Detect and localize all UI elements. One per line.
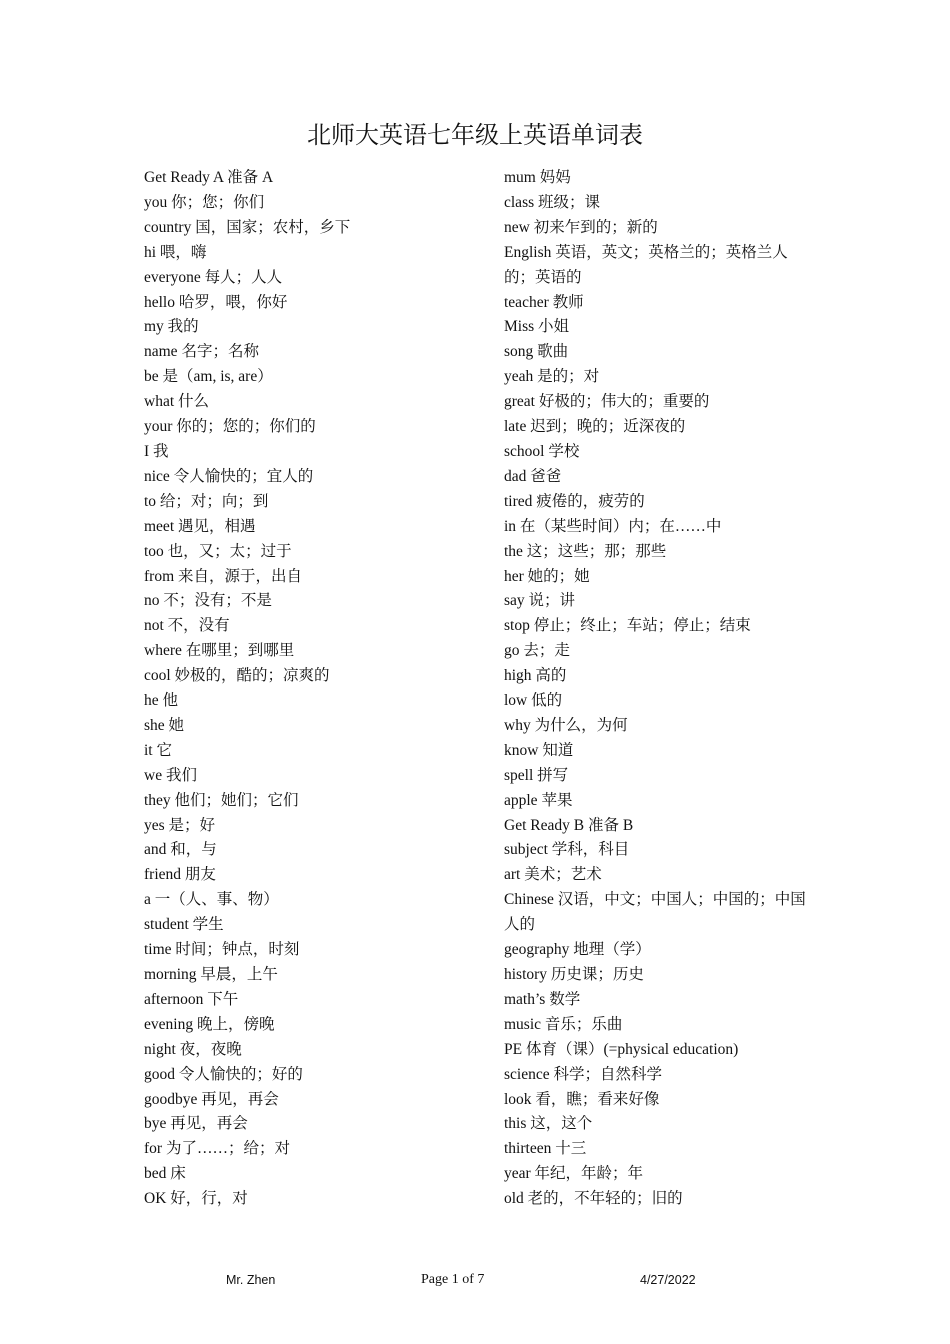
vocabulary-entry: night 夜，夜晚 — [144, 1040, 242, 1058]
vocabulary-entry: the 这；这些；那；那些 — [504, 542, 667, 560]
vocabulary-entry: thirteen 十三 — [504, 1140, 587, 1158]
vocabulary-entry: Chinese 汉语，中文；中国人；中国的；中国人的 — [504, 891, 806, 934]
vocabulary-entry: you 你；您；你们 — [144, 193, 265, 211]
vocabulary-entry: what 什么 — [144, 393, 210, 411]
vocabulary-entry: a 一（人、事、物） — [144, 891, 279, 909]
vocabulary-entry: where 在哪里；到哪里 — [144, 642, 295, 660]
vocabulary-entry: bye 再见，再会 — [144, 1115, 248, 1133]
vocabulary-entry: yeah 是的；对 — [504, 368, 600, 386]
vocabulary-entry: say 说；讲 — [504, 592, 576, 610]
vocabulary-entry: too 也，又；太；过于 — [144, 542, 292, 560]
footer-page-number: Page 1 of 7 — [421, 1272, 485, 1287]
vocabulary-entry: for 为了……；给；对 — [144, 1140, 290, 1158]
vocabulary-entry: old 老的，不年轻的；旧的 — [504, 1190, 683, 1208]
vocabulary-entry: yes 是；好 — [144, 816, 216, 834]
vocabulary-entry: be 是（am, is, are） — [144, 368, 273, 386]
vocabulary-entry: high 高的 — [504, 667, 567, 685]
vocabulary-entry: morning 早晨，上午 — [144, 966, 278, 983]
vocabulary-entry: history 历史课；历史 — [504, 966, 644, 983]
vocabulary-list-left — [144, 166, 474, 1212]
vocabulary-entry: school 学校 — [504, 442, 580, 460]
vocabulary-entry: Miss 小姐 — [504, 318, 570, 336]
vocabulary-entry: year 年纪，年龄；年 — [504, 1165, 644, 1183]
footer-date: 4/27/2022 — [640, 1273, 696, 1287]
vocabulary-entry: art 美术；艺术 — [504, 866, 602, 884]
vocabulary-entry: afternoon 下午 — [144, 990, 239, 1008]
vocabulary-entry: everyone 每人；人人 — [144, 268, 283, 286]
vocabulary-entry: bed 床 — [144, 1165, 186, 1183]
vocabulary-entry: PE 体育（课）(=physical education) — [504, 1040, 739, 1058]
vocabulary-entry: English 英语，英文；英格兰的；英格兰人的；英语的 — [504, 243, 788, 286]
footer-author: Mr. Zhen — [226, 1273, 276, 1287]
vocabulary-entry: it 它 — [144, 741, 172, 759]
vocabulary-entry: song 歌曲 — [504, 343, 569, 361]
page-title: 北师大英语七年级上英语单词表 — [307, 121, 643, 149]
vocabulary-entry: stop 停止；终止；车站；停止；结束 — [504, 617, 751, 635]
vocabulary-entry: meet 遇见，相遇 — [144, 517, 256, 535]
vocabulary-entry: from 来自，源于，出自 — [144, 567, 303, 585]
vocabulary-entry: Get Ready B 准备 B — [504, 816, 634, 834]
vocabulary-entry: he 他 — [144, 692, 179, 710]
vocabulary-entry: mum 妈妈 — [504, 169, 571, 186]
vocabulary-entry: country 国，国家；农村，乡下 — [144, 218, 351, 236]
vocabulary-entry: new 初来乍到的；新的 — [504, 218, 658, 236]
vocabulary-entry: Get Ready A 准备 A — [144, 169, 274, 186]
vocabulary-list-right — [504, 166, 814, 1212]
vocabulary-entry: no 不；没有；不是 — [144, 592, 272, 610]
vocabulary-entry: good 令人愉快的；好的 — [144, 1065, 303, 1083]
vocabulary-entry: in 在（某些时间）内；在……中 — [504, 517, 722, 535]
vocabulary-entry: time 时间；钟点，时刻 — [144, 941, 300, 959]
vocabulary-entry: late 迟到；晚的；近深夜的 — [504, 418, 686, 436]
vocabulary-entry: your 你的；您的；你们的 — [144, 418, 316, 436]
vocabulary-entry: know 知道 — [504, 741, 574, 759]
vocabulary-entry: look 看，瞧；看来好像 — [504, 1090, 660, 1108]
vocabulary-entry: math’s 数学 — [504, 990, 581, 1008]
vocabulary-entry: spell 拼写 — [504, 766, 569, 784]
vocabulary-entry: go 去；走 — [504, 642, 570, 660]
vocabulary-entry: to 给；对；向；到 — [144, 492, 269, 510]
vocabulary-entry: her 她的；她 — [504, 567, 590, 585]
vocabulary-entry: my 我的 — [144, 318, 199, 336]
vocabulary-entry: she 她 — [144, 716, 185, 734]
vocabulary-entry: hello 哈罗，喂，你好 — [144, 293, 288, 311]
vocabulary-entry: student 学生 — [144, 916, 224, 934]
vocabulary-entry: geography 地理（学） — [504, 941, 651, 959]
vocabulary-entry: and 和，与 — [144, 841, 217, 859]
vocabulary-entry: why 为什么，为何 — [504, 716, 628, 734]
vocabulary-entry: low 低的 — [504, 692, 563, 710]
vocabulary-entry: science 科学；自然科学 — [504, 1065, 662, 1083]
vocabulary-entry: this 这，这个 — [504, 1115, 593, 1133]
vocabulary-entry: cool 妙极的，酷的；凉爽的 — [144, 667, 330, 685]
vocabulary-entry: hi 喂，嗨 — [144, 243, 207, 261]
vocabulary-entry: teacher 教师 — [504, 293, 584, 311]
vocabulary-entry: OK 好，行，对 — [144, 1190, 248, 1208]
vocabulary-entry: class 班级；课 — [504, 193, 601, 211]
vocabulary-entry: tired 疲倦的，疲劳的 — [504, 492, 645, 510]
vocabulary-entry: nice 令人愉快的；宜人的 — [144, 467, 314, 485]
vocabulary-entry: dad 爸爸 — [504, 467, 562, 485]
vocabulary-entry: friend 朋友 — [144, 866, 216, 884]
vocabulary-entry: music 音乐；乐曲 — [504, 1015, 623, 1033]
vocabulary-entry: name 名字；名称 — [144, 343, 259, 361]
vocabulary-entry: goodbye 再见，再会 — [144, 1090, 279, 1108]
vocabulary-entry: evening 晚上，傍晚 — [144, 1015, 275, 1033]
vocabulary-entry: not 不，没有 — [144, 617, 230, 635]
vocabulary-entry: great 好极的；伟大的；重要的 — [504, 393, 710, 411]
vocabulary-entry: we 我们 — [144, 766, 197, 784]
vocabulary-entry: I 我 — [144, 442, 169, 460]
vocabulary-entry: they 他们；她们；它们 — [144, 791, 299, 809]
vocabulary-entry: subject 学科，科目 — [504, 841, 630, 859]
vocabulary-entry: apple 苹果 — [504, 791, 573, 809]
